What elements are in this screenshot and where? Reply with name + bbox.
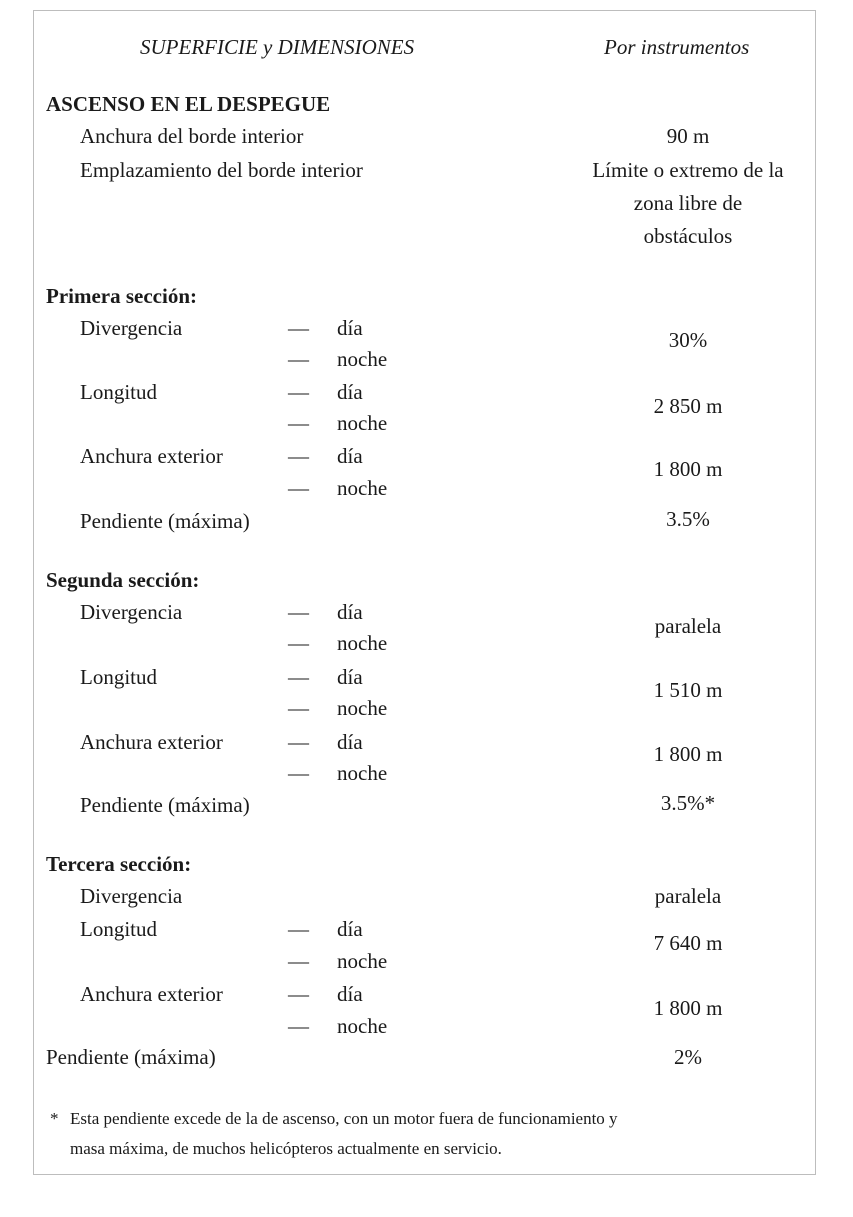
dash: — bbox=[288, 1014, 309, 1038]
divergencia-label: Divergencia bbox=[80, 600, 183, 624]
dash: — bbox=[288, 917, 309, 941]
divergencia-label: Divergencia bbox=[80, 884, 183, 908]
noche-label: noche bbox=[337, 696, 388, 720]
dash: — bbox=[288, 411, 309, 435]
tercera-pendiente-value: 2% bbox=[674, 1045, 702, 1069]
dash: — bbox=[288, 444, 309, 468]
anchura-exterior-label: Anchura exterior bbox=[80, 444, 223, 468]
longitud-label: Longitud bbox=[80, 665, 157, 689]
dia-label: día bbox=[337, 730, 363, 754]
dia-label: día bbox=[337, 444, 363, 468]
divergencia-label: Divergencia bbox=[80, 316, 183, 340]
dash: — bbox=[288, 600, 309, 624]
dash: — bbox=[288, 665, 309, 689]
dia-label: día bbox=[337, 917, 363, 941]
footnote-line-2: masa máxima, de muchos helicópteros actualmente en servicio. bbox=[70, 1139, 502, 1158]
dia-label: día bbox=[337, 600, 363, 624]
dash: — bbox=[288, 316, 309, 340]
segunda-divergencia-value: paralela bbox=[654, 614, 722, 638]
header-surface-dimensions: SUPERFICIE y DIMENSIONES bbox=[140, 35, 415, 59]
tercera-anchura-exterior-value: 1 800 m bbox=[653, 996, 723, 1020]
dia-label: día bbox=[337, 982, 363, 1006]
segunda-longitud-value: 1 510 m bbox=[653, 678, 723, 702]
tercera-divergencia-value: paralela bbox=[654, 884, 722, 908]
noche-label: noche bbox=[337, 949, 388, 973]
pendiente-label: Pendiente (máxima) bbox=[80, 793, 250, 817]
header-instrument: Por instrumentos bbox=[604, 35, 750, 59]
pendiente-label: Pendiente (máxima) bbox=[80, 509, 250, 533]
noche-label: noche bbox=[337, 631, 388, 655]
noche-label: noche bbox=[337, 411, 388, 435]
noche-label: noche bbox=[337, 347, 388, 371]
dia-label: día bbox=[337, 316, 363, 340]
dash: — bbox=[288, 761, 309, 785]
dash: — bbox=[288, 631, 309, 655]
noche-label: noche bbox=[337, 476, 388, 500]
segunda-pendiente-value: 3.5%* bbox=[660, 791, 716, 815]
dash: — bbox=[288, 982, 309, 1006]
anchura-exterior-label: Anchura exterior bbox=[80, 730, 223, 754]
inner-edge-width-label: Anchura del borde interior bbox=[80, 124, 304, 148]
section-heading-tercera: Tercera sección: bbox=[46, 852, 192, 876]
longitud-label: Longitud bbox=[80, 380, 157, 404]
dash: — bbox=[288, 380, 309, 404]
pendiente-label: Pendiente (máxima) bbox=[46, 1045, 216, 1069]
anchura-exterior-label: Anchura exterior bbox=[80, 982, 223, 1006]
section-heading-primera: Primera sección: bbox=[46, 284, 198, 308]
dash: — bbox=[288, 476, 309, 500]
dia-label: día bbox=[337, 380, 363, 404]
primera-pendiente-value: 3.5% bbox=[666, 507, 710, 531]
tercera-longitud-value: 7 640 m bbox=[653, 931, 723, 955]
inner-edge-location-value-2: zona libre de bbox=[633, 191, 743, 215]
noche-label: noche bbox=[337, 761, 388, 785]
section-heading-segunda: Segunda sección: bbox=[46, 568, 200, 592]
dash: — bbox=[288, 730, 309, 754]
segunda-anchura-exterior-value: 1 800 m bbox=[653, 742, 723, 766]
primera-anchura-exterior-value: 1 800 m bbox=[653, 457, 723, 481]
primera-divergencia-value: 30% bbox=[668, 328, 708, 352]
inner-edge-width-value: 90 m bbox=[666, 124, 710, 148]
inner-edge-location-label: Emplazamiento del borde interior bbox=[80, 158, 363, 182]
primera-longitud-value: 2 850 m bbox=[653, 394, 723, 418]
footnote-line-1: Esta pendiente excede de la de ascenso, con un motor fuera de funcionamiento y bbox=[70, 1109, 618, 1128]
noche-label: noche bbox=[337, 1014, 388, 1038]
inner-edge-location-value-3: obstáculos bbox=[643, 224, 733, 248]
dash: — bbox=[288, 347, 309, 371]
dash: — bbox=[288, 949, 309, 973]
longitud-label: Longitud bbox=[80, 917, 157, 941]
dia-label: día bbox=[337, 665, 363, 689]
footnote-marker: * bbox=[50, 1109, 59, 1128]
inner-edge-location-value-1: Límite o extremo de la bbox=[592, 158, 784, 182]
page-title: ASCENSO EN EL DESPEGUE bbox=[46, 92, 331, 116]
dash: — bbox=[288, 696, 309, 720]
